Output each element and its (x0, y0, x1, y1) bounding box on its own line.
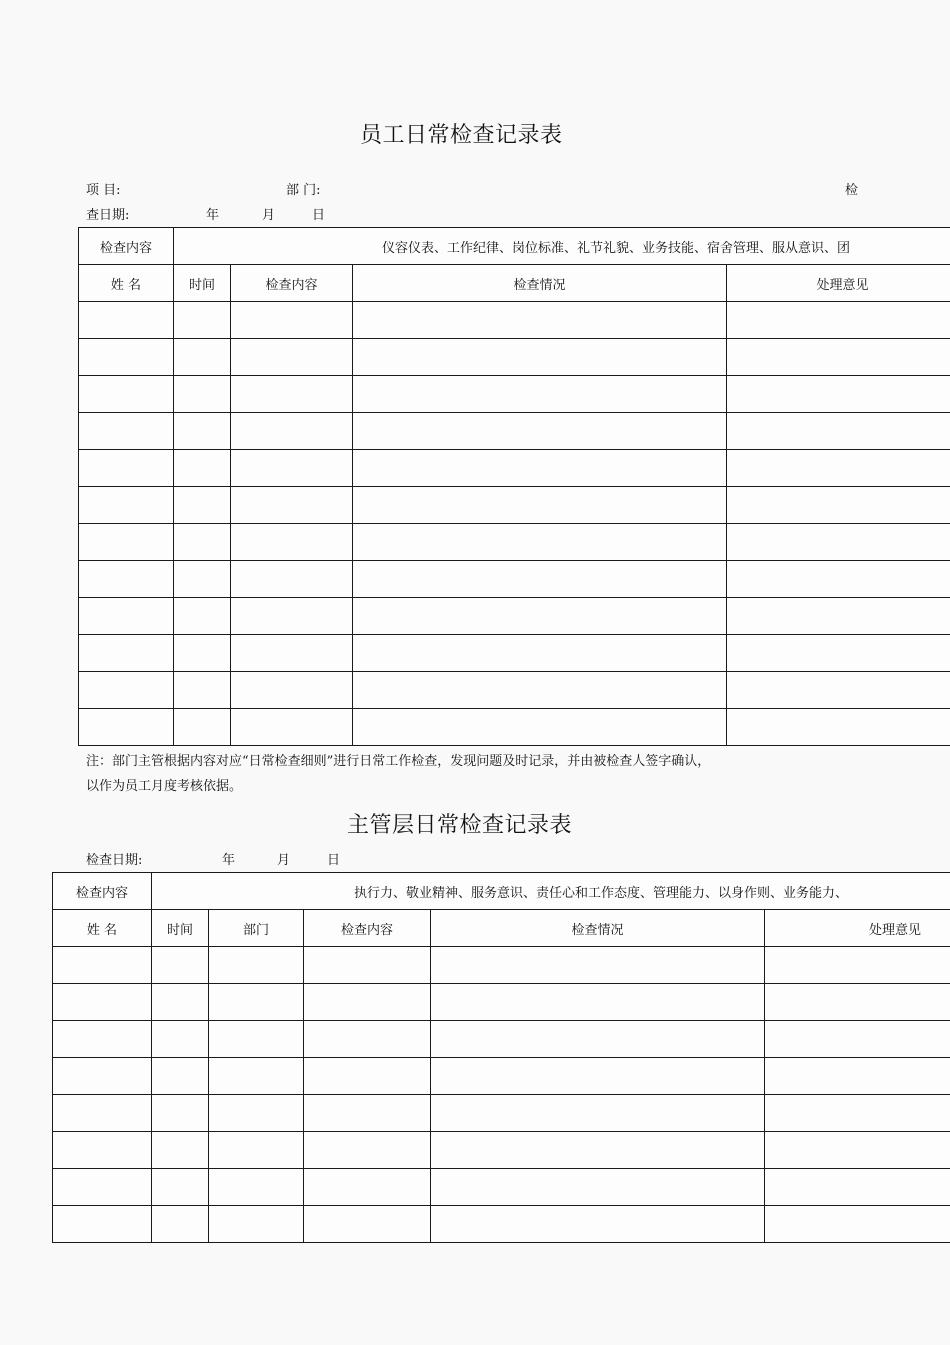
header-time: 时间 (152, 910, 209, 947)
table-cell[interactable] (727, 302, 950, 339)
table-cell[interactable] (174, 376, 231, 413)
table-cell[interactable] (431, 984, 765, 1021)
content-text-cell (152, 873, 950, 910)
table-cell[interactable] (765, 1206, 950, 1243)
table-cell[interactable] (152, 1132, 209, 1169)
content-text: 仪容仪表、工作纪律、岗位标准、礼节礼貌、业务技能、宿舍管理、服从意识、团 (382, 240, 851, 256)
table-cell[interactable] (353, 709, 727, 746)
table-row (53, 1058, 950, 1095)
table-cell[interactable] (53, 1206, 152, 1243)
table-cell[interactable] (152, 1021, 209, 1058)
table-cell[interactable] (79, 524, 174, 561)
table-cell[interactable] (79, 672, 174, 709)
table-cell[interactable] (431, 1169, 765, 1206)
table-cell[interactable] (231, 709, 353, 746)
content-label-cell: 检查内容 (79, 228, 174, 265)
table-cell[interactable] (152, 1169, 209, 1206)
supervisor-check-date-label: 检查日期: (86, 853, 143, 868)
table-cell[interactable] (353, 635, 727, 672)
table-cell[interactable] (53, 1132, 152, 1169)
table-cell[interactable] (53, 1095, 152, 1132)
table-cell[interactable] (231, 450, 353, 487)
table-cell[interactable] (174, 413, 231, 450)
table-cell[interactable] (727, 487, 950, 524)
table-cell[interactable] (431, 947, 765, 984)
table-cell[interactable] (174, 561, 231, 598)
table-cell[interactable] (304, 1021, 431, 1058)
table-cell[interactable] (431, 1095, 765, 1132)
header-check-status: 检查情况 (353, 265, 727, 302)
table-cell[interactable] (353, 339, 727, 376)
year-label: 年 (206, 208, 220, 223)
table-cell[interactable] (209, 1095, 304, 1132)
table-cell[interactable] (304, 984, 431, 1021)
table-cell[interactable] (727, 598, 950, 635)
content-text-cell (174, 228, 950, 265)
table-row (79, 302, 950, 339)
table-cell[interactable] (174, 635, 231, 672)
header-check-status: 检查情况 (431, 910, 765, 947)
table-cell[interactable] (304, 1169, 431, 1206)
table-row (79, 709, 950, 746)
table-row (79, 524, 950, 561)
table-cell[interactable] (209, 984, 304, 1021)
table-cell[interactable] (209, 1132, 304, 1169)
table-row (79, 635, 950, 672)
table-row (79, 450, 950, 487)
table-cell[interactable] (304, 1206, 431, 1243)
table-cell[interactable] (727, 450, 950, 487)
table-cell[interactable] (353, 413, 727, 450)
table-cell[interactable] (765, 1132, 950, 1169)
content-text: 执行力、敬业精神、服务意识、责任心和工作态度、管理能力、以身作则、业务能力、 (354, 885, 849, 901)
header-check-content: 检查内容 (231, 265, 353, 302)
header-check-content: 检查内容 (304, 910, 431, 947)
table-cell[interactable] (727, 635, 950, 672)
table-row (79, 561, 950, 598)
table-cell[interactable] (231, 302, 353, 339)
table-cell[interactable] (231, 635, 353, 672)
table-cell[interactable] (209, 1169, 304, 1206)
table-cell[interactable] (174, 709, 231, 746)
table-cell[interactable] (174, 524, 231, 561)
table-cell[interactable] (231, 339, 353, 376)
header-name: 姓 名 (79, 265, 174, 302)
table-cell[interactable] (53, 947, 152, 984)
table-row (79, 376, 950, 413)
table-cell[interactable] (304, 1095, 431, 1132)
table-cell[interactable] (79, 487, 174, 524)
note-line-1: 注：部门主管根据内容对应“日常检查细则”进行日常工作检查，发现问题及时记录，并由被检查人签字确认， (86, 754, 711, 769)
checker-label: 检 (845, 183, 859, 198)
table-cell[interactable] (79, 413, 174, 450)
table-cell[interactable] (431, 1132, 765, 1169)
table-cell[interactable] (765, 1095, 950, 1132)
note-line-2: 以作为员工月度考核依据。 (86, 779, 243, 794)
table-row (53, 1206, 950, 1243)
content-label-cell: 检查内容 (53, 873, 152, 910)
table-cell[interactable] (304, 1058, 431, 1095)
form1-title: 员工日常检查记录表 (360, 123, 563, 148)
table-cell[interactable] (353, 561, 727, 598)
table-row (53, 1021, 950, 1058)
form2-title: 主管层日常检查记录表 (347, 813, 573, 838)
table-cell[interactable] (209, 1058, 304, 1095)
table-cell[interactable] (431, 1058, 765, 1095)
table-cell[interactable] (231, 524, 353, 561)
header-time: 时间 (174, 265, 231, 302)
table-cell[interactable] (231, 672, 353, 709)
supervisor-check-table (52, 872, 950, 1243)
table-cell[interactable] (353, 672, 727, 709)
check-date-label: 查日期: (86, 208, 130, 223)
table-cell[interactable] (174, 487, 231, 524)
table-row (79, 487, 950, 524)
table-cell[interactable] (765, 1058, 950, 1095)
table-cell[interactable] (304, 1132, 431, 1169)
table-cell[interactable] (152, 984, 209, 1021)
table-cell[interactable] (231, 376, 353, 413)
table-cell[interactable] (727, 376, 950, 413)
table-row (79, 413, 950, 450)
header-name: 姓 名 (53, 910, 152, 947)
table-cell[interactable] (353, 450, 727, 487)
supervisor-year-label: 年 (222, 853, 236, 868)
table-cell[interactable] (53, 984, 152, 1021)
table-cell[interactable] (231, 561, 353, 598)
table-cell[interactable] (353, 598, 727, 635)
table-cell[interactable] (174, 450, 231, 487)
table-cell[interactable] (353, 302, 727, 339)
table-cell[interactable] (765, 1169, 950, 1206)
table-cell[interactable] (79, 450, 174, 487)
table-cell[interactable] (231, 487, 353, 524)
supervisor-month-label: 月 (277, 853, 291, 868)
table-cell[interactable] (431, 1021, 765, 1058)
table-cell[interactable] (231, 598, 353, 635)
table-cell[interactable] (174, 339, 231, 376)
table-cell[interactable] (152, 1058, 209, 1095)
table-cell[interactable] (727, 413, 950, 450)
employee-check-table (78, 227, 950, 746)
header-handling-opinion: 处理意见 (765, 910, 950, 947)
table-cell[interactable] (209, 947, 304, 984)
table-cell[interactable] (79, 598, 174, 635)
content-row (79, 228, 950, 265)
table-cell[interactable] (727, 561, 950, 598)
table-row (79, 598, 950, 635)
table-cell[interactable] (727, 524, 950, 561)
table-cell[interactable] (79, 561, 174, 598)
content-row (53, 873, 950, 910)
table-cell[interactable] (152, 1206, 209, 1243)
table-cell[interactable] (727, 672, 950, 709)
table-row (53, 1095, 950, 1132)
table-cell[interactable] (353, 524, 727, 561)
header-handling-opinion: 处理意见 (727, 265, 950, 302)
table-cell[interactable] (79, 302, 174, 339)
table-cell[interactable] (209, 1206, 304, 1243)
table-cell[interactable] (304, 947, 431, 984)
table-cell[interactable] (174, 598, 231, 635)
table-cell[interactable] (53, 1058, 152, 1095)
department-label: 部 门: (286, 183, 321, 198)
table-row (53, 1169, 950, 1206)
header-department: 部门 (209, 910, 304, 947)
table-row (79, 339, 950, 376)
table-row (79, 672, 950, 709)
table-cell[interactable] (209, 1021, 304, 1058)
table-cell[interactable] (53, 1169, 152, 1206)
table-cell[interactable] (231, 413, 353, 450)
table-cell[interactable] (152, 1095, 209, 1132)
day-label: 日 (312, 208, 326, 223)
table-cell[interactable] (53, 1021, 152, 1058)
table-cell[interactable] (174, 302, 231, 339)
table-cell[interactable] (353, 376, 727, 413)
table-row (53, 984, 950, 1021)
table-cell[interactable] (174, 672, 231, 709)
table-cell[interactable] (353, 487, 727, 524)
table-cell[interactable] (79, 709, 174, 746)
table-cell[interactable] (727, 339, 950, 376)
header-row (79, 265, 950, 302)
table-cell[interactable] (79, 635, 174, 672)
table-cell[interactable] (152, 947, 209, 984)
table-cell[interactable] (765, 984, 950, 1021)
table-row (53, 1132, 950, 1169)
table-cell[interactable] (765, 1021, 950, 1058)
table-cell[interactable] (79, 339, 174, 376)
table-cell[interactable] (765, 947, 950, 984)
project-label: 项 目: (86, 183, 121, 198)
header-row (53, 910, 950, 947)
table-row (53, 947, 950, 984)
table-cell[interactable] (727, 709, 950, 746)
table-cell[interactable] (79, 376, 174, 413)
supervisor-day-label: 日 (327, 853, 341, 868)
month-label: 月 (262, 208, 276, 223)
table-cell[interactable] (431, 1206, 765, 1243)
